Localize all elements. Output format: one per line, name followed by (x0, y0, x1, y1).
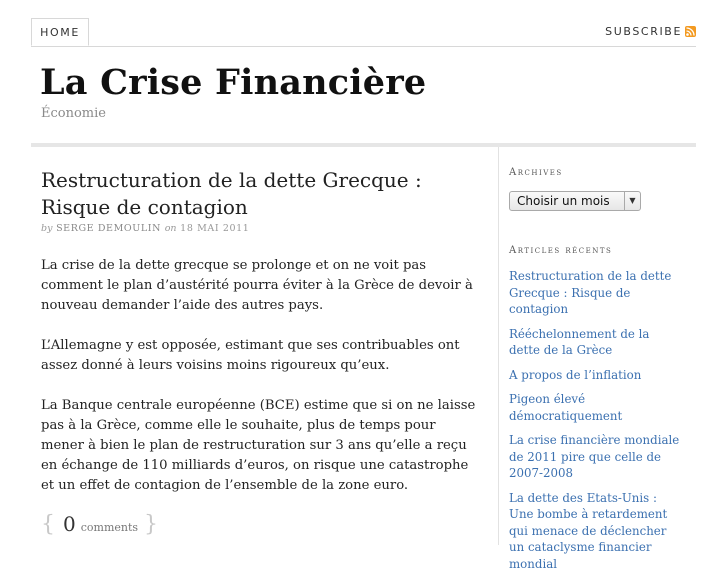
post-body (41, 256, 481, 516)
recent-post-link[interactable]: La crise financière mondiale de 2011 pire que celle de 2007-2008 (509, 433, 680, 480)
recent-posts-title: Articles récents (509, 245, 613, 256)
recent-post-link[interactable]: Rééchelonnement de la dette de la Grèce (509, 326, 650, 357)
top-nav (31, 18, 696, 47)
recent-post-link[interactable]: La dette des Etats-Unis : Une bombe à retardement qui menace de déclencher un cataclysme financier mondial (509, 490, 668, 571)
post-date: 18 MAI 2011 (180, 223, 250, 234)
subscribe-label: SUBSCRIBE (605, 25, 682, 38)
dropdown-arrow-icon: ▼ (624, 192, 640, 210)
byline-on: on (164, 223, 177, 234)
post-paragraph: La crise de la dette grecque se prolonge et on ne voit pas comment le plan d’austérité pourra éviter à la Grèce de devoir à nouveau demander l’aide des autres pays. (41, 258, 473, 313)
archives-select-value: Choisir un mois (517, 194, 610, 208)
post-author[interactable]: SERGE DEMOULIN (56, 223, 162, 234)
sidebar-divider (498, 147, 499, 545)
byline-by: by (41, 223, 53, 234)
subscribe-link[interactable] (605, 25, 696, 38)
comments-count: 0 (63, 512, 76, 536)
recent-post-link[interactable]: Pigeon élevé démocratiquement (509, 392, 623, 423)
site-title[interactable]: La Crise Financière (40, 62, 427, 103)
nav-home-tab[interactable]: HOME (31, 18, 89, 46)
post-byline (41, 223, 249, 234)
comments-link[interactable] (41, 512, 158, 537)
archives-select[interactable] (509, 191, 641, 211)
comments-close-brace: } (144, 512, 159, 537)
header-divider (31, 143, 696, 147)
recent-post-link[interactable]: Restructuration de la dette Grecque : Risque de contagion (509, 269, 672, 316)
recent-post-link[interactable]: A propos de l’inflation (509, 367, 642, 382)
rss-icon (685, 26, 696, 37)
archives-title: Archives (509, 167, 563, 178)
recent-posts-list (509, 268, 684, 580)
site-tagline: Économie (41, 106, 106, 121)
post-paragraph: La Banque centrale européenne (BCE) estime que si on ne laisse pas à la Grèce, comme elle le souhaite, plus de temps pour mener à bien le plan de restructuration sur 3 ans qu’elle a reçu en échange de 110 milliards d’euros, on risque une catastrophe et un effet de contagion de l’ensemble de la zone euro. (41, 398, 476, 493)
post-paragraph: L’Allemagne y est opposée, estimant que ses contribuables ont assez donné à leurs voisins moins rigoureux qu’eux. (41, 338, 460, 373)
comments-open-brace: { (41, 512, 55, 537)
post-title[interactable]: Restructuration de la dette Grecque : Risque de contagion (41, 168, 422, 219)
comments-label: comments (80, 521, 139, 534)
